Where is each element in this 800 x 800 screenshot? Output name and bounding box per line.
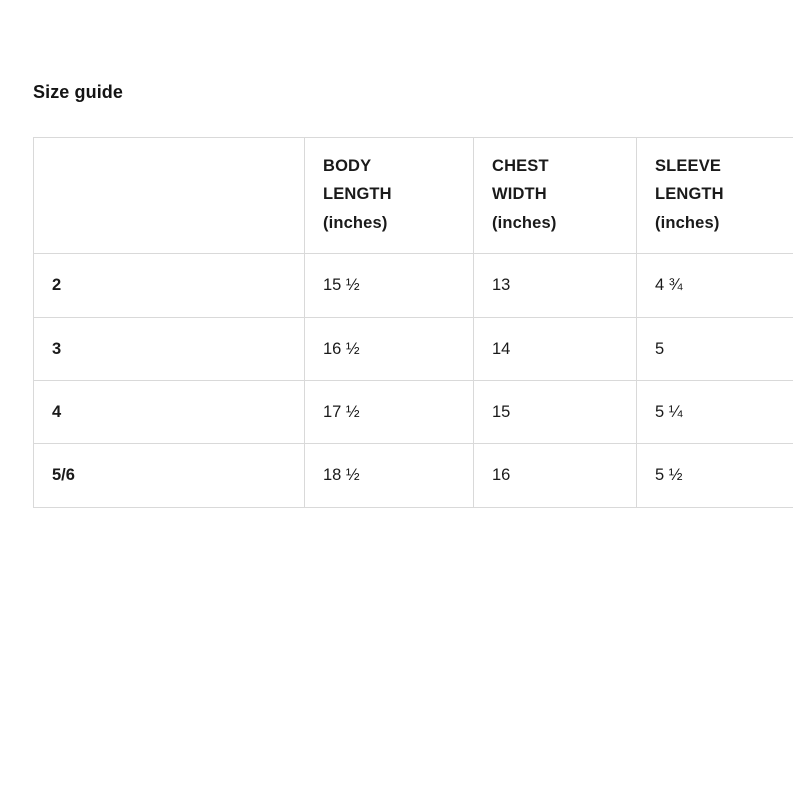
table-header	[34, 138, 794, 254]
cell-body-length: 15 ½	[305, 254, 474, 317]
cell-chest-width: 15	[474, 380, 637, 443]
cell-sleeve-length: 4 ¾	[637, 254, 794, 317]
column-header-chest-width-line2: WIDTH	[492, 185, 547, 204]
cell-sleeve-length: 5	[637, 317, 794, 380]
column-header-sleeve-length	[637, 138, 794, 254]
cell-chest-width: 14	[474, 317, 637, 380]
row-header-size: 4	[34, 380, 305, 443]
column-header-chest-width-line3: (inches)	[492, 213, 557, 232]
size-guide-table	[33, 137, 793, 508]
cell-chest-width: 13	[474, 254, 637, 317]
column-header-chest-width-line1: CHEST	[492, 157, 549, 175]
table-row	[34, 444, 794, 507]
cell-sleeve-length: 5 ¼	[637, 380, 794, 443]
cell-body-length: 17 ½	[305, 380, 474, 443]
cell-sleeve-length: 5 ½	[637, 444, 794, 507]
table-body	[34, 254, 794, 508]
page-title: Size guide	[33, 82, 124, 102]
column-header-size	[34, 138, 305, 254]
table-header-row	[34, 138, 794, 254]
column-header-body-length-line2: LENGTH	[323, 185, 392, 204]
row-header-size: 5/6	[34, 444, 305, 507]
table-row	[34, 317, 794, 380]
column-header-sleeve-length-line1: SLEEVE	[655, 157, 722, 175]
cell-chest-width: 16	[474, 444, 637, 507]
row-header-size: 3	[34, 317, 305, 380]
column-header-sleeve-length-line3: (inches)	[655, 213, 720, 232]
row-header-size: 2	[34, 254, 305, 317]
table-row	[34, 254, 794, 317]
table-row	[34, 380, 794, 443]
cell-body-length: 18 ½	[305, 444, 474, 507]
cell-body-length: 16 ½	[305, 317, 474, 380]
column-header-sleeve-length-line2: LENGTH	[655, 185, 724, 204]
column-header-body-length-line3: (inches)	[323, 213, 388, 232]
column-header-body-length-line1: BODY	[323, 157, 372, 175]
size-guide-table-container	[33, 137, 793, 508]
column-header-body-length	[305, 138, 474, 254]
column-header-chest-width	[474, 138, 637, 254]
